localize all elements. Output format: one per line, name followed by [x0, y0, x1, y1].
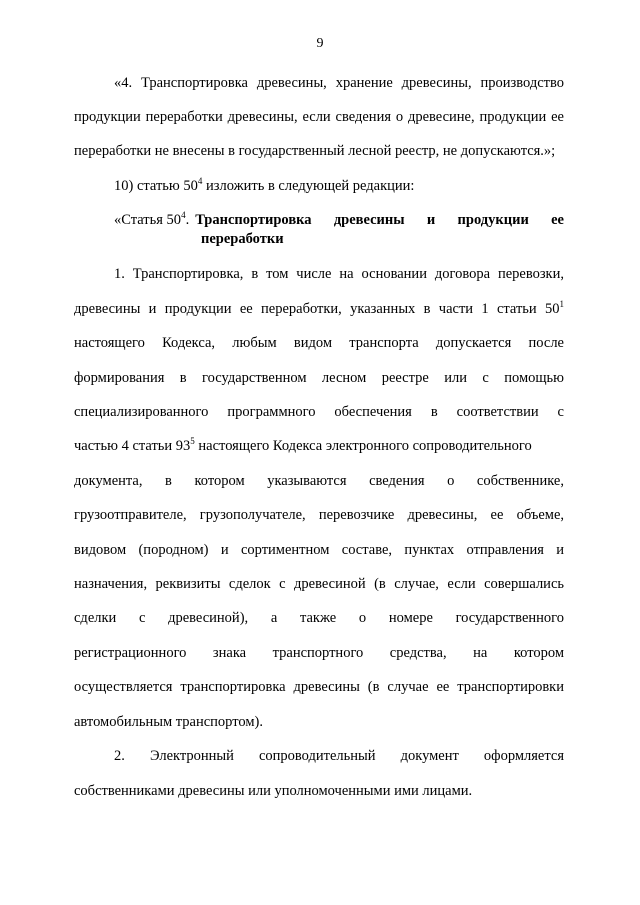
para1-line-6-superscript: 5: [190, 436, 195, 446]
para1-line-8: грузоотправителе, грузополучателе, перевозчике древесины, ее объеме,: [74, 507, 564, 523]
article-heading: [114, 210, 564, 248]
para1-line-6-text: частью 4 статьи 93: [74, 438, 191, 454]
para1-line-2-text: древесины и продукции ее переработки, указанных в части 1 статьи 50: [74, 301, 560, 317]
item4-line-2: продукции переработки древесины, если сведения о древесине, продукции ее: [74, 109, 564, 125]
para1-line-11: сделки с древесиной), а также о номере государственного: [74, 610, 564, 626]
para1-line-5: специализированного программного обеспечения в соответствии с: [74, 404, 564, 420]
article-title-line-2: переработки: [201, 231, 284, 247]
article-label-superscript: 4: [181, 210, 186, 220]
article-label-text: «Статья 50: [114, 212, 182, 228]
para1-line-12: регистрационного знака транспортного средства, на котором: [74, 645, 564, 661]
page-number: 9: [316, 36, 324, 51]
para1-line-2-superscript: 1: [559, 299, 564, 309]
para1-line-6-text-end: настоящего Кодекса электронного сопроводительного: [194, 438, 532, 454]
item10-text-end: изложить в следующей редакции:: [202, 178, 415, 194]
para1-line-1: 1. Транспортировка, в том числе на основании договора перевозки,: [114, 266, 564, 282]
para2-line-2: собственниками древесины или уполномоченными ими лицами.: [74, 783, 473, 799]
article-label-dot: .: [185, 212, 190, 228]
para1-line-2: [74, 299, 564, 319]
article-title-line-1: Транспортировка древесины и продукции ее: [195, 212, 564, 228]
item4-line-3: переработки не внесены в государственный лесной реестр, не допускаются.»;: [74, 143, 556, 159]
para1-line-13: осуществляется транспортировка древесины (в случае ее транспортировки: [74, 679, 564, 695]
article-label: [114, 210, 189, 230]
para1-line-10: назначения, реквизиты сделок с древесиной (в случае, если совершались: [74, 576, 564, 592]
item10-line: [114, 176, 564, 196]
item10-superscript: 4: [197, 176, 203, 186]
para1-line-14: автомобильным транспортом).: [74, 714, 263, 730]
item4-line-1: «4. Транспортировка древесины, хранение древесины, производство: [114, 75, 564, 91]
para1-line-9: видовом (породном) и сортиментном составе, пунктах отправления и: [74, 542, 564, 558]
para1-line-6: [74, 436, 564, 456]
para1-line-3: настоящего Кодекса, любым видом транспорта допускается после: [74, 335, 564, 351]
para1-line-7: документа, в котором указываются сведения о собственнике,: [74, 473, 564, 489]
item10-text: 10) статью 50: [114, 178, 198, 194]
para1-line-4: формирования в государственном лесном реестре или с помощью: [74, 370, 564, 386]
para2-line-1: 2. Электронный сопроводительный документ оформляется: [114, 748, 564, 764]
